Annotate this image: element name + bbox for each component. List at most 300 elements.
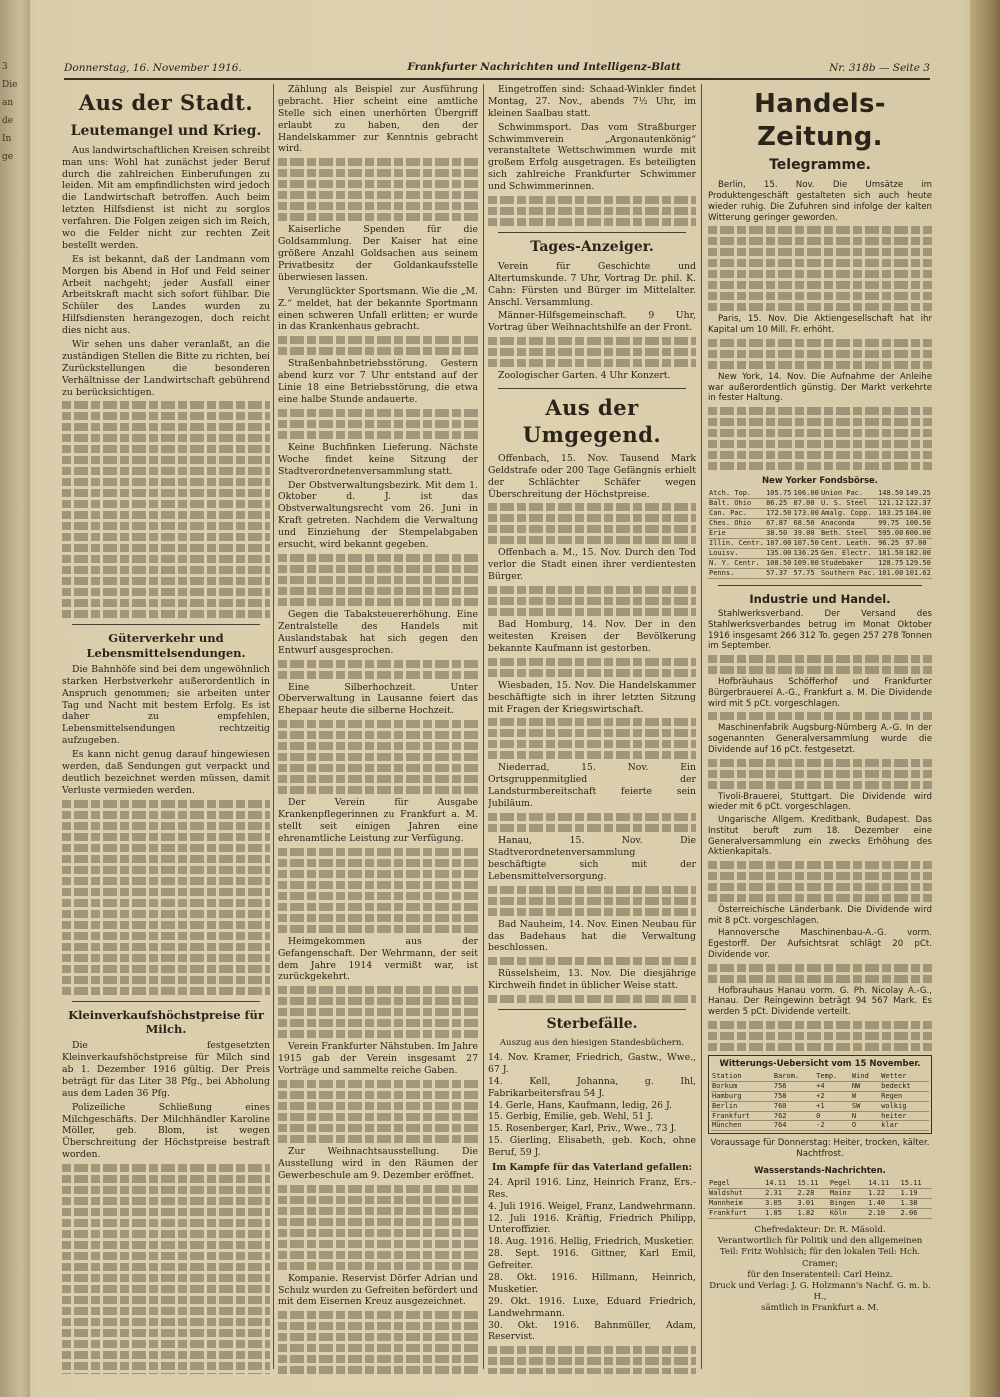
article-paragraph: Eingetroffen sind: Schaad-Winkler findet Montag, 27. Nov., abends 7½ Uhr, im kleinen Saalbau statt. (488, 84, 696, 119)
text-lines (278, 764, 478, 772)
text-lines (488, 1368, 696, 1374)
text-lines (62, 833, 270, 841)
water-level-row (708, 1199, 932, 1209)
table-cell: Illin. Centr. (709, 538, 764, 547)
text-lines (62, 1252, 270, 1260)
book-binding-edge (970, 0, 1000, 1397)
table-cell: N (851, 1111, 880, 1121)
text-lines (708, 361, 932, 369)
text-lines (488, 503, 696, 511)
text-lines (62, 533, 270, 541)
article-paragraph: Wiesbaden, 15. Nov. Die Handelskammer beschäftigte sich in ihrer letzten Sitzung mit Fragen der Kriegswirtschaft. (488, 679, 696, 715)
table-cell: 2.31 (764, 1189, 796, 1199)
text-lines (488, 337, 696, 345)
text-lines (278, 180, 478, 188)
table-cell: Mannheim (708, 1199, 764, 1209)
text-lines (488, 740, 696, 748)
table-cell: 68.50 (793, 518, 820, 528)
text-lines (708, 861, 932, 869)
text-lines (488, 1357, 696, 1365)
text-lines (278, 870, 478, 878)
table-cell: 182.00 (905, 548, 931, 557)
weather-row (711, 1111, 929, 1121)
text-lines (708, 259, 932, 267)
table-cell: 121.12 (878, 498, 904, 507)
table-cell: Balt. Ohio (708, 498, 765, 508)
text-lines (488, 824, 696, 832)
text-lines (278, 587, 478, 595)
article-paragraph: Es kann nicht genug darauf hingewiesen werden, daß Sendungen gut verpackt und deutlich bezeichnet werden müssen, damit Verluste vermieden werden. (62, 749, 270, 796)
table-title: New Yorker Fondsbörse. (761, 476, 879, 487)
text-lines (278, 1207, 478, 1215)
text-lines (62, 910, 270, 918)
gutter-fragment: an (2, 98, 14, 108)
stock-row (708, 568, 932, 578)
telegram-paragraph: Berlin, 15. Nov. Die Umsätze im Produktengeschäft gestalteten sich auch heute wieder ruhig. Die Zufuhren sind infolge der kalten Witterung geringer geworden. (708, 180, 932, 223)
section-title: Tages-Anzeiger. (530, 239, 654, 256)
text-lines (278, 1262, 478, 1270)
table-cell: 14.11 (867, 1179, 899, 1188)
text-lines (708, 339, 932, 347)
table-cell: O (851, 1121, 880, 1131)
table-cell: wolkig (880, 1101, 929, 1111)
text-lines (278, 660, 478, 668)
previous-page-gutter (0, 0, 30, 1397)
text-lines (278, 997, 478, 1005)
text-lines (278, 1311, 478, 1319)
text-lines (278, 731, 478, 739)
header-issue: Nr. 318b — Seite 3 (829, 62, 930, 74)
table-cell: 760 (773, 1101, 815, 1111)
text-lines (278, 1135, 478, 1143)
text-lines (708, 292, 932, 300)
article-paragraph: Es ist bekannt, daß der Landmann vom Morgen bis Abend in Hof und Feld seiner Arbeit nachgeht; jeder Ausfall einer Arbeitskraft macht sich sofort fühlbar. Die Schüler des Landes wurden zu Hilfsdiensten herangezogen, doch reicht dies nicht aus. (62, 253, 270, 337)
table-cell: 1.38 (900, 1199, 932, 1209)
text-lines (62, 943, 270, 951)
header-masthead: Frankfurter Nachrichten und Intelligenz-Blatt (407, 61, 681, 73)
table-cell: 764 (773, 1121, 815, 1131)
fallen-soldiers-heading: Im Kampfe für das Vaterland gefallen: (491, 1161, 693, 1173)
table-cell: 100.50 (905, 518, 931, 527)
stock-row (708, 558, 932, 568)
table-cell: 15.11 (796, 1179, 828, 1188)
table-cell: 14.11 (764, 1179, 796, 1188)
text-lines (278, 169, 478, 177)
text-lines (62, 866, 270, 874)
text-lines (62, 811, 270, 819)
weather-forecast: Voraussage für Donnerstag: Heiter, trocken, kälter. Nachtfrost. (710, 1138, 930, 1160)
text-lines (62, 1351, 270, 1359)
credit-line: für den Inseratenteil: Carl Heinz. (747, 1269, 893, 1280)
table-cell: 172.50 (766, 508, 792, 517)
article-paragraph: Kaiserliche Spenden für die Goldsammlung. Der Kaiser hat eine größere Anzahl Goldsachen aus seinem Privatbesitz der Goldankaufsstelle überwiesen lassen. (278, 224, 478, 283)
text-lines (278, 1229, 478, 1237)
text-lines (708, 666, 932, 674)
table-cell: 67.87 (765, 518, 792, 528)
text-lines (278, 881, 478, 889)
table-cell: Southern Pac. (820, 568, 876, 577)
table-cell: 57.37 (765, 568, 792, 578)
section-title: Sterbefälle. (546, 1016, 638, 1033)
table-cell: Erie (708, 528, 765, 538)
text-lines (62, 1373, 270, 1374)
text-lines (278, 420, 478, 428)
text-lines (62, 1241, 270, 1249)
credit-line: Verantwortlich für Politik und den allgemeinen Teil: Fritz Wohlsich; für den lokalen Teil: Hch. Cramer; (717, 1236, 923, 1269)
text-lines (488, 525, 696, 533)
text-lines (278, 1355, 478, 1363)
text-lines (62, 1230, 270, 1238)
header-date: Donnerstag, 16. November 1916. (64, 62, 242, 74)
section-subtitle: Auszug aus den hiesigen Standesbüchern. (499, 1037, 685, 1048)
stock-row (708, 498, 932, 508)
death-notice: 14. Kell, Johanna, g. Ihl, Fabrikarbeitersfrau 54 J. (488, 1075, 696, 1099)
text-lines (62, 932, 270, 940)
table-cell: Waldshut (708, 1189, 764, 1199)
text-lines (488, 218, 696, 226)
article-paragraph: Kompanie. Reservist Dörfer Adrian und Schulz wurden zu Gefreiten befördert und mit dem Eisernen Kreuz ausgezeichnet. (278, 1272, 478, 1308)
table-cell: Union Pac. (820, 489, 877, 498)
article-paragraph: Die festgesetzten Kleinverkaufshöchstpreise für Milch sind ab 1. Dezember 1916 gültig. Der Preis beträgt für das Liter 38 Pfg., bei Abholung aus dem Laden 36 Pfg. (62, 1040, 270, 1099)
article-paragraph: Zur Weihnachtsausstellung. Die Ausstellung wird in den Räumen der Gewerbeschule am 9. Dezember eröffnet. (278, 1145, 478, 1181)
column-local-news-continued (278, 84, 478, 1374)
text-lines (62, 599, 270, 607)
text-lines (278, 1030, 478, 1038)
death-notice: 15. Rosenberger, Karl, Priv., Wwe., 73 J. (488, 1123, 677, 1135)
text-lines (278, 914, 478, 922)
death-notice: 28. Okt. 1916. Hillmann, Heinrich, Musketier. (488, 1272, 696, 1295)
death-notice: 15. Gerbig, Emilie, geb. Wehl, 51 J. (488, 1111, 654, 1123)
stock-row (708, 538, 932, 548)
article-paragraph: Straßenbahnbetriebsstörung. Gestern abend kurz vor 7 Uhr entstand auf der Linie 18 eine Betriebsstörung, die etwa eine halbe Stunde andauerte. (278, 358, 478, 406)
table-cell: 15.11 (900, 1179, 932, 1188)
text-lines (488, 1346, 696, 1354)
text-lines (62, 822, 270, 830)
text-lines (488, 586, 696, 594)
table-cell: 0 (815, 1111, 851, 1121)
text-lines (62, 987, 270, 995)
column-regional-news (488, 84, 696, 1374)
gutter-fragment: In (2, 134, 12, 144)
text-lines (62, 478, 270, 486)
telegram-paragraph: Paris, 15. Nov. Die Aktiengesellschaft hat ihr Kapital um 10 Mill. Fr. erhöht. (708, 314, 932, 336)
text-lines (278, 1240, 478, 1248)
text-lines (708, 350, 932, 358)
table-cell: 148.50 (878, 488, 904, 497)
text-lines (62, 921, 270, 929)
text-lines (278, 903, 478, 911)
text-lines (62, 1329, 270, 1337)
text-lines (278, 202, 478, 210)
text-lines (62, 1208, 270, 1216)
article-paragraph: Keine Buchfinken Lieferung. Nächste Woche findet keine Sitzung der Stadtverordnetenversammlung statt. (278, 441, 478, 477)
page-header (64, 60, 930, 80)
column-local-news (62, 84, 270, 1374)
text-lines (62, 555, 270, 563)
stock-row (708, 528, 932, 538)
table-cell: 122.37 (905, 498, 931, 507)
text-lines (708, 418, 932, 426)
text-lines (62, 844, 270, 852)
text-lines (708, 1032, 932, 1040)
article-title: Leutemangel und Krieg. (70, 122, 262, 139)
article-paragraph: Zählung als Beispiel zur Ausführung gebracht. Hier scheint eine amtliche Stelle sich einen unerhörten Übergriff erlaubt zu haben, den der Handelskammer zur Kenntnis gebracht wird. (278, 84, 478, 155)
text-lines (62, 1296, 270, 1304)
table-cell: Pegel (708, 1179, 764, 1188)
table-cell: 1.82 (796, 1209, 828, 1219)
text-lines (278, 671, 478, 679)
table-cell: 57.75 (793, 568, 820, 578)
table-cell: Ches. Ohio (708, 518, 765, 528)
text-lines (488, 995, 696, 1003)
text-lines (278, 848, 478, 856)
table-cell: 3.05 (764, 1199, 796, 1209)
text-lines (488, 359, 696, 367)
table-cell: +2 (815, 1091, 851, 1101)
text-lines (278, 1019, 478, 1027)
table-cell: Studebaker (820, 558, 877, 568)
text-lines (708, 781, 932, 789)
text-lines (488, 897, 696, 905)
text-lines (488, 908, 696, 916)
table-cell: Borkum (711, 1081, 773, 1091)
table-cell: W (851, 1091, 880, 1101)
table-cell: Barom. (773, 1072, 815, 1081)
death-notice: 30. Okt. 1916. Bahnmüller, Adam, Reservist. (488, 1319, 696, 1343)
table-cell: 104.00 (905, 508, 931, 517)
article-title: Kleinverkaufshöchstpreise für Milch. (68, 1007, 264, 1037)
water-level-row (708, 1209, 932, 1219)
table-cell: 181.50 (878, 548, 904, 557)
death-notice: 15. Gierling, Elisabeth, geb. Koch, ohne Beruf, 59 J. (488, 1135, 696, 1159)
text-lines (62, 855, 270, 863)
business-paragraph: Hofbräuhaus Schöfferhof und Frankfurter Bürgerbrauerei A.-G., Frankfurt a. M. Die Dividende wird mit 5 pCt. vorgeschlagen. (708, 677, 932, 709)
text-lines (488, 597, 696, 605)
table-cell: heiter (880, 1111, 929, 1121)
text-lines (278, 158, 478, 166)
business-paragraph: Tivoli-Brauerei, Stuttgart. Die Dividende wird wieder mit 6 pCt. vorgeschlagen. (708, 791, 932, 813)
death-notice: 18. Aug. 1916. Hellig, Friedrich, Musketier. (488, 1236, 695, 1248)
section-separator (498, 388, 686, 389)
text-lines (62, 445, 270, 453)
text-lines (62, 1197, 270, 1205)
text-lines (488, 729, 696, 737)
weather-row (711, 1121, 929, 1131)
death-notice: 4. Juli 1916. Weigel, Franz, Landwehrmann. (488, 1200, 696, 1212)
table-cell: 107.00 (766, 538, 792, 547)
text-lines (708, 872, 932, 880)
table-cell: Pegel (829, 1179, 867, 1188)
table-cell: 1.22 (867, 1189, 899, 1199)
weather-table (711, 1072, 929, 1132)
column-rule (483, 84, 484, 1369)
table-cell: 1.19 (900, 1189, 932, 1199)
text-lines (62, 412, 270, 420)
table-cell: Cent. Leath. (820, 538, 877, 548)
editorial-credits (708, 1225, 932, 1314)
text-lines (488, 514, 696, 522)
text-lines (708, 407, 932, 415)
table-cell: 105.75 (766, 488, 792, 497)
death-notice: 28. Sept. 1916. Gittner, Karl Emil, Gefreiter. (488, 1248, 696, 1272)
business-paragraph: Stahlwerksverband. Der Versand des Stahlwerksverbandes betrug im Monat Oktober 1916 insgesamt 266 312 To. gegen 257 278 Tonnen im September. (708, 609, 932, 652)
table-cell: 38.50 (765, 528, 792, 538)
text-lines (62, 566, 270, 574)
section-title: Industrie und Handel. (749, 591, 891, 606)
text-lines (708, 462, 932, 470)
text-lines (488, 886, 696, 894)
text-lines (278, 1113, 478, 1121)
table-cell: 86.25 (765, 498, 792, 508)
listing-entry: Männer-Hilfsgemeinschaft. 9 Uhr, Vortrag über Weihnachtshilfe an der Front. (488, 310, 696, 334)
text-lines (708, 655, 932, 663)
article-paragraph: Rüsselsheim, 13. Nov. Die diesjährige Kirchweih findet in üblicher Weise statt. (488, 968, 696, 992)
table-cell: 600.00 (905, 528, 931, 537)
table-cell: bedeckt (880, 1081, 929, 1091)
business-section-subtitle: Telegramme. (769, 156, 871, 173)
table-cell: 108.50 (766, 558, 792, 567)
water-level-row (708, 1189, 932, 1199)
text-lines (278, 191, 478, 199)
gutter-fragment: ge (2, 152, 14, 162)
table-cell: Gen. Electr. (820, 548, 877, 558)
text-lines (278, 576, 478, 584)
text-lines (708, 1021, 932, 1029)
table-cell: Atch. Top. (708, 489, 765, 498)
ny-stock-table (708, 489, 932, 579)
text-lines (278, 598, 478, 606)
text-lines (488, 957, 696, 965)
text-lines (708, 1043, 932, 1051)
text-lines (62, 1362, 270, 1370)
text-lines (62, 434, 270, 442)
article-paragraph: Offenbach a. M., 15. Nov. Durch den Tod verlor die Stadt einen ihrer verdientesten Bürger. (488, 547, 696, 583)
text-lines (62, 588, 270, 596)
table-cell: Frankfurt (711, 1111, 773, 1121)
text-lines (708, 975, 932, 983)
text-lines (278, 1366, 478, 1374)
gutter-fragment: 3 (2, 62, 8, 72)
text-lines (62, 888, 270, 896)
table-cell: 101.00 (878, 568, 904, 577)
table-cell: 2.10 (867, 1209, 899, 1219)
water-level-table (708, 1179, 932, 1219)
text-lines (708, 883, 932, 891)
section-separator (72, 1001, 260, 1002)
table-title: Wasserstands-Nachrichten. (754, 1166, 886, 1177)
death-notice: 29. Okt. 1916. Luxe, Eduard Friedrich, Landwehrmann. (488, 1295, 696, 1319)
text-lines (278, 1251, 478, 1259)
text-lines (62, 1164, 270, 1172)
article-paragraph: Polizeiliche Schließung eines Milchgeschäfts. Der Milchhändler Karoline Möller, geb. Blom, ist wegen Überschreitung der Höchstpreise bestraft worden. (62, 1101, 270, 1161)
table-cell: Mainz (829, 1189, 867, 1199)
table-cell: 39.00 (793, 528, 820, 538)
article-paragraph: Verunglückter Sportsmann. Wie die „M. Z.“ meldet, hat der bekannte Sportmann einen schweren Unfall erlitten; er wurde in das Krankenhaus gebracht. (278, 285, 478, 333)
table-cell: München (711, 1121, 773, 1131)
table-cell: 97.00 (905, 538, 933, 548)
listing-entry: Zoologischer Garten. 4 Uhr Konzert. (498, 370, 671, 382)
weather-overview-box (708, 1055, 932, 1135)
table-cell: Frankfurt (708, 1209, 764, 1219)
article-paragraph: Verein Frankfurter Nähstuben. Im Jahre 1915 gab der Verein insgesamt 27 Vorträge und sammelte reiche Gaben. (278, 1041, 478, 1077)
credit-line: Chefredakteur: Dr. R. Mäsold. (754, 1225, 886, 1236)
text-lines (62, 511, 270, 519)
text-lines (278, 753, 478, 761)
text-lines (278, 1344, 478, 1352)
text-lines (278, 565, 478, 573)
table-cell: 3.01 (796, 1199, 828, 1209)
credit-line: Druck und Verlag: J. G. Holzmann's Nachf. G. m. b. H., (709, 1280, 931, 1303)
column-business-news (708, 84, 932, 1374)
text-lines (708, 270, 932, 278)
table-cell: 103.25 (878, 508, 904, 517)
table-cell: 2.06 (900, 1209, 932, 1219)
text-lines (488, 207, 696, 215)
table-cell: Beth. Steel (820, 528, 877, 538)
death-notice: 14. Nov. Kramer, Friedrich, Gastw., Wwe., 67 J. (488, 1051, 696, 1075)
text-lines (708, 281, 932, 289)
table-cell: klar (880, 1121, 929, 1131)
text-lines (62, 610, 270, 618)
text-lines (488, 536, 696, 544)
table-cell: Berlin (711, 1101, 773, 1111)
text-lines (278, 720, 478, 728)
table-cell: -2 (815, 1121, 851, 1131)
table-cell: Wetter (880, 1072, 929, 1081)
text-lines (708, 429, 932, 437)
table-cell: +1 (815, 1101, 851, 1111)
text-lines (278, 1333, 478, 1341)
text-lines (278, 336, 478, 344)
text-lines (62, 423, 270, 431)
table-cell: 762 (773, 1111, 815, 1121)
stock-row (708, 508, 932, 518)
text-lines (708, 451, 932, 459)
text-lines (488, 196, 696, 204)
text-lines (278, 892, 478, 900)
column-rule (273, 84, 274, 1369)
table-cell: 99.75 (877, 518, 904, 528)
gutter-fragment: Die (2, 80, 18, 90)
table-cell: 756 (773, 1081, 815, 1091)
table-cell: 128.75 (878, 558, 904, 567)
text-lines (488, 608, 696, 616)
text-lines (62, 1263, 270, 1271)
table-cell: 2.28 (796, 1189, 828, 1199)
article-paragraph: Heimgekommen aus der Gefangenschaft. Der Wehrmann, der seit dem Jahre 1914 vermißt war, ist zurückgekehrt. (278, 935, 478, 983)
text-lines (62, 1175, 270, 1183)
article-paragraph: Der Obstverwaltungsbezirk. Mit dem 1. Oktober d. J. ist das Obstverwaltungsrecht vom 26. Juni in Kraft getreten. Nachdem die Verwaltung und Einziehung der Stempelabgaben ersucht, wird bekannt gegeben. (278, 479, 478, 551)
section-headline: Aus der Umgegend. (522, 395, 662, 448)
text-lines (278, 925, 478, 933)
death-notice: 24. April 1916. Linz, Heinrich Franz, Ers.-Res. (488, 1176, 696, 1200)
table-cell: N. Y. Centr. (708, 558, 765, 568)
text-lines (278, 1124, 478, 1132)
text-lines (708, 440, 932, 448)
text-lines (62, 954, 270, 962)
business-paragraph: Hannoversche Maschinenbau-A.-G. vorm. Egestorff. Der Aufsichtsrat schlägt 20 pCt. Dividende vor. (708, 928, 932, 960)
section-headline: Aus der Stadt. (78, 90, 254, 115)
table-cell: 96.25 (877, 538, 904, 548)
text-lines (62, 800, 270, 808)
text-lines (278, 775, 478, 783)
text-lines (278, 786, 478, 794)
text-lines (278, 347, 478, 355)
text-lines (278, 554, 478, 562)
article-paragraph: Die Bahnhöfe sind bei dem ungewöhnlich starken Herbstverkehr außerordentlich in Anspruch genommen; sie arbeiten unter Tag und Nacht mit bestem Erfolg. Es ist daher zu empfehlen, Lebensmittelsendungen rechtzeitig aufzugeben. (62, 663, 270, 747)
text-lines (62, 522, 270, 530)
text-lines (708, 770, 932, 778)
